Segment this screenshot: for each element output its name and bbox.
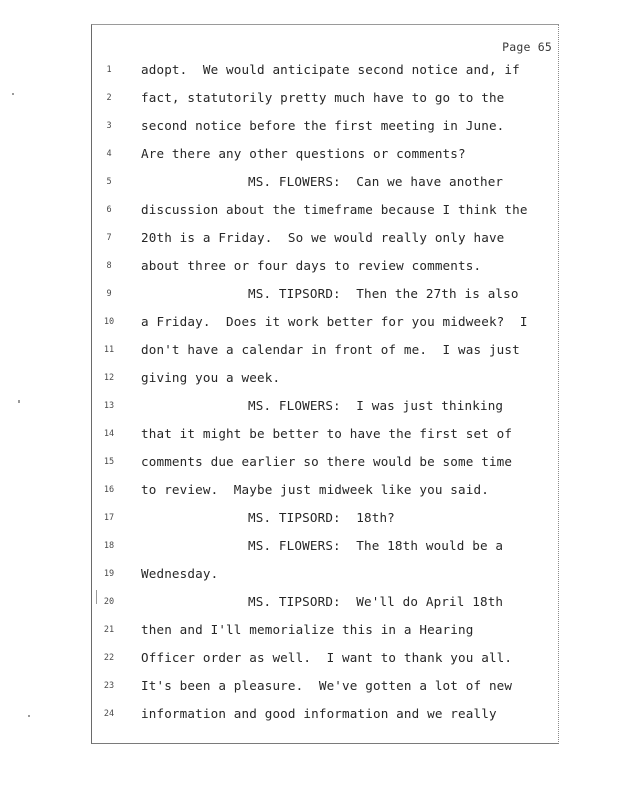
line-number: 15 xyxy=(103,457,115,467)
line-number: 4 xyxy=(106,149,112,159)
line-text: 20th is a Friday. So we would really only have xyxy=(141,230,505,245)
line-number: 1 xyxy=(106,65,112,75)
page-number: Page 65 xyxy=(502,40,552,54)
transcript-line xyxy=(0,286,618,306)
line-number: 6 xyxy=(106,205,112,215)
line-text: It's been a pleasure. We've gotten a lot of new xyxy=(141,678,513,693)
line-text: Officer order as well. I want to thank you all. xyxy=(141,650,513,665)
speaker-line-text: MS. FLOWERS: The 18th would be a xyxy=(248,538,504,553)
line-number: 3 xyxy=(106,121,112,131)
speaker-line-text: MS. FLOWERS: Can we have another xyxy=(248,174,504,189)
transcript-line xyxy=(0,398,618,418)
transcript-line xyxy=(0,482,618,502)
transcript-line xyxy=(0,146,618,166)
transcript-line xyxy=(0,342,618,362)
speaker-line-text: MS. TIPSORD: We'll do April 18th xyxy=(248,594,504,609)
line-text: information and good information and we really xyxy=(141,706,497,721)
line-number: 20 xyxy=(103,597,115,607)
line-text: discussion about the timeframe because I think the xyxy=(141,202,528,217)
line-text: don't have a calendar in front of me. I was just xyxy=(141,342,520,357)
line-number: 9 xyxy=(106,289,112,299)
transcript-line xyxy=(0,174,618,194)
line-number: 10 xyxy=(103,317,115,327)
line-number: 13 xyxy=(103,401,115,411)
line-text: that it might be better to have the first set of xyxy=(141,426,513,441)
line-number: 21 xyxy=(103,625,115,635)
line-text: fact, statutorily pretty much have to go to the xyxy=(141,90,505,105)
line-text: adopt. We would anticipate second notice and, if xyxy=(141,62,520,77)
transcript-line xyxy=(0,650,618,670)
line-number: 12 xyxy=(103,373,115,383)
transcript-line xyxy=(0,706,618,726)
transcript-line xyxy=(0,594,618,614)
transcript-line xyxy=(0,370,618,390)
line-number: 16 xyxy=(103,485,115,495)
speaker-line-text: MS. TIPSORD: 18th? xyxy=(248,510,395,525)
line-number: 24 xyxy=(103,709,115,719)
line-number: 7 xyxy=(106,233,112,243)
line-number: 14 xyxy=(103,429,115,439)
line-number: 22 xyxy=(103,653,115,663)
line-text: then and I'll memorialize this in a Hearing xyxy=(141,622,474,637)
transcript-line xyxy=(0,314,618,334)
line-text: second notice before the first meeting in June. xyxy=(141,118,505,133)
line-text: to review. Maybe just midweek like you said. xyxy=(141,482,489,497)
line-number: 8 xyxy=(106,261,112,271)
transcript-line xyxy=(0,202,618,222)
transcript-line xyxy=(0,510,618,530)
transcript-line xyxy=(0,454,618,474)
line-text: a Friday. Does it work better for you midweek? I xyxy=(141,314,528,329)
line-number: 17 xyxy=(103,513,115,523)
line-number: 11 xyxy=(103,345,115,355)
line-number: 19 xyxy=(103,569,115,579)
transcript-line xyxy=(0,678,618,698)
line-number: 18 xyxy=(103,541,115,551)
transcript-line xyxy=(0,426,618,446)
transcript-line xyxy=(0,62,618,82)
line-text: Wednesday. xyxy=(141,566,219,581)
transcript-line xyxy=(0,566,618,586)
speaker-line-text: MS. FLOWERS: I was just thinking xyxy=(248,398,504,413)
transcript-line xyxy=(0,230,618,250)
transcript-line xyxy=(0,622,618,642)
line-text: giving you a week. xyxy=(141,370,281,385)
line-text: Are there any other questions or comments? xyxy=(141,146,466,161)
transcript-line xyxy=(0,538,618,558)
line-text: about three or four days to review comments. xyxy=(141,258,482,273)
speaker-line-text: MS. TIPSORD: Then the 27th is also xyxy=(248,286,519,301)
line-number: 5 xyxy=(106,177,112,187)
transcript-line xyxy=(0,118,618,138)
line-text: comments due earlier so there would be some time xyxy=(141,454,513,469)
line-number: 23 xyxy=(103,681,115,691)
line-number: 2 xyxy=(106,93,112,103)
transcript-line xyxy=(0,258,618,278)
transcript-line xyxy=(0,90,618,110)
